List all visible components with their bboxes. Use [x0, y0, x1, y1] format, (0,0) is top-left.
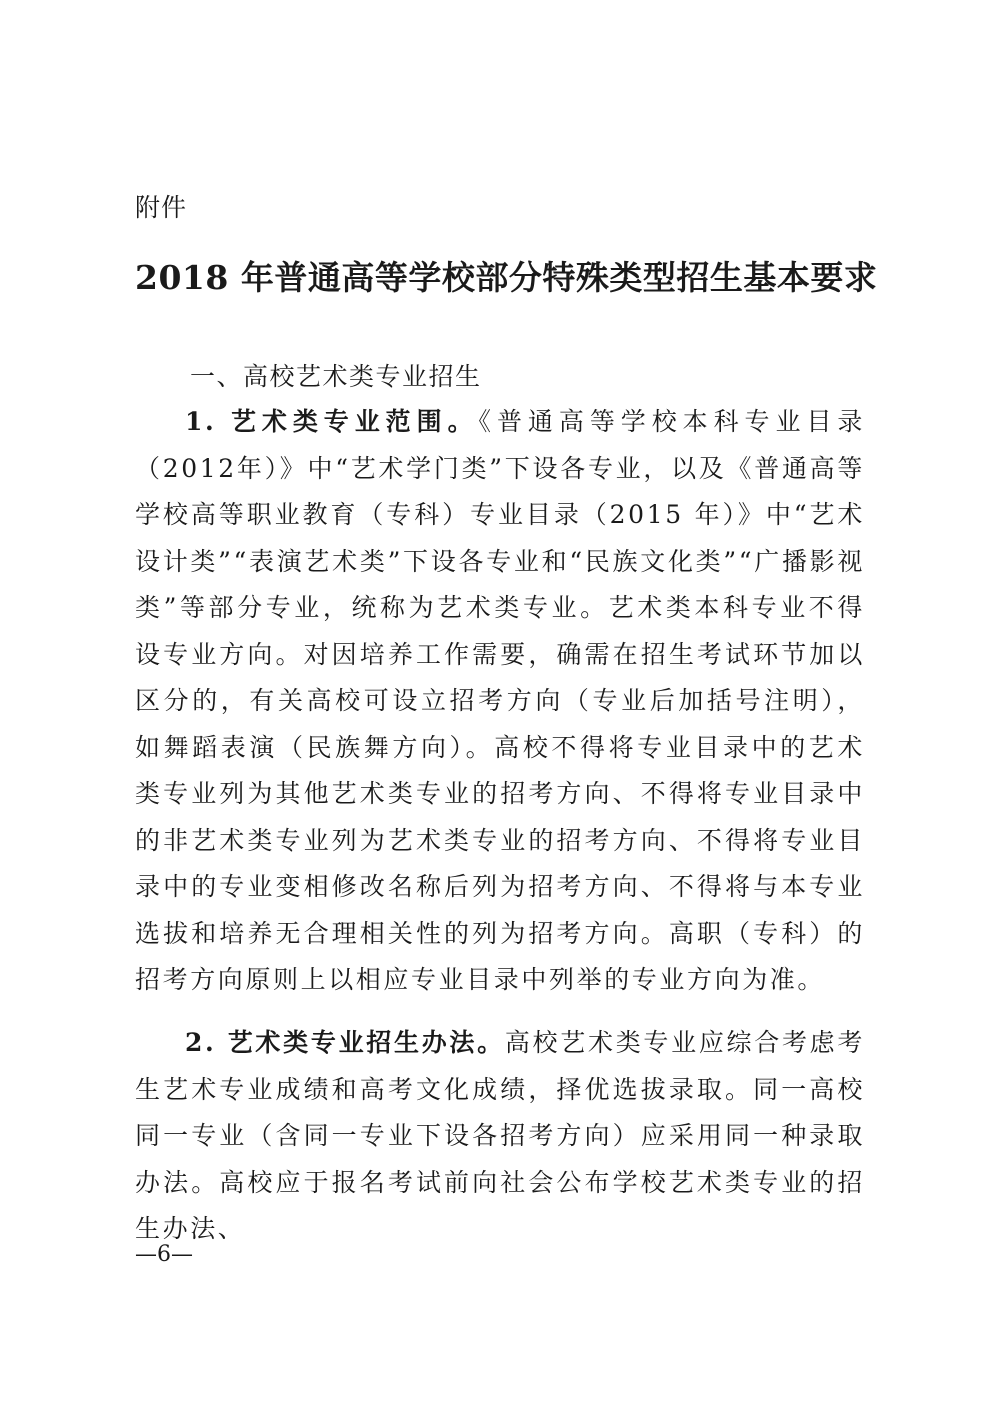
paragraph-body: 高校艺术类专业应综合考虑考生艺术专业成绩和高考文化成绩，择优选拔录取。同一高校同一专业（含同一专业下设各招考方向）应采用同一种录取办法。高校应于报名考试前向社会公布学校艺术类专业的招生办法、: [135, 1028, 865, 1243]
paragraph-lead: 1. 艺术类专业范围。: [185, 407, 479, 436]
attachment-label: 附件: [135, 193, 188, 222]
document-title: 2018 年普通高等学校部分特殊类型招生基本要求: [135, 258, 878, 297]
paragraph-lead: 2. 艺术类专业招生办法。: [185, 1028, 505, 1057]
paragraph-body: 《普通高等学校本科专业目录（2012年）》中“艺术学门类”下设各专业，以及《普通高等学校高等职业教育（专科）专业目录（2015 年）》中“艺术设计类”“表演艺术类”下设各专业和“民族文化类”“广播影视类”等部分专业，统称为艺术类专业。艺术类本科专业不得设专业方向。对因培养工作需要，确需在招生考试环节加以区分的，有关高校可设立招考方向（专业后加括号注明），如舞蹈表演（民族舞方向）。高校不得将专业目录中的艺术类专业列为其他艺术类专业的招考方向、不得将专业目录中的非艺术类专业列为艺术类专业的招考方向、不得将专业目录中的专业变相修改名称后列为招考方向、不得将与本专业选拔和培养无合理相关性的列为招考方向。高职（专科）的招考方向原则上以相应专业目录中列举的专业方向为准。: [135, 407, 865, 994]
section-heading: 一、高校艺术类专业招生: [190, 362, 482, 391]
paragraph-art-major-scope: [135, 399, 865, 1004]
paragraph-art-admission-method: [135, 1020, 865, 1253]
page-number: —6—: [135, 1242, 193, 1267]
